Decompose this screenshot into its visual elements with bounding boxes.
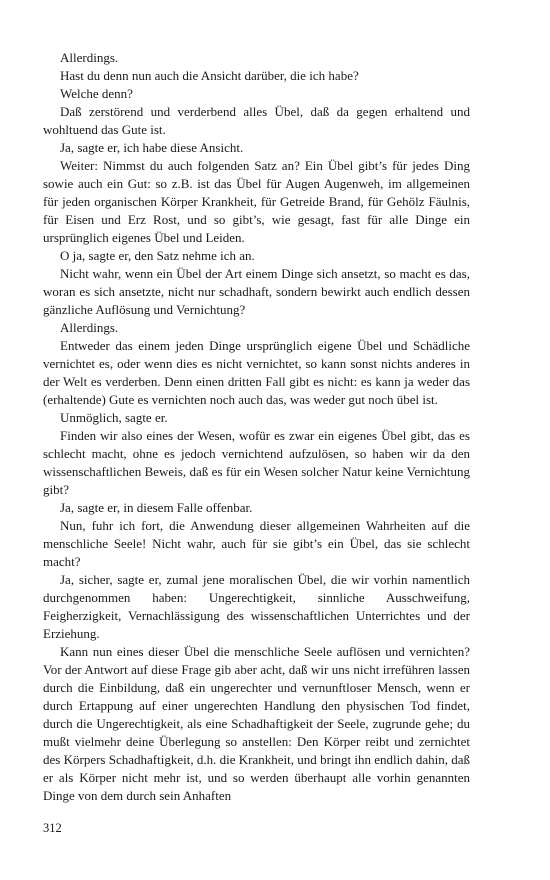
paragraph: Finden wir also eines der Wesen, wofür es zwar ein eigenes Übel gibt, das es schlecht macht, ohne es jedoch vernichtend aufzulösen, so haben wir da den wissenschaftlichen Beweis, daß es für ein Wesen solcher Natur keine Vernichtung gibt? [43,428,470,497]
paragraph: Welche denn? [60,86,133,101]
paragraph: Allerdings. [60,320,119,335]
paragraph: Ja, sagte er, ich habe diese Ansicht. [60,140,244,155]
paragraph: Ja, sagte er, in diesem Falle offenbar. [60,500,253,515]
body-text [43,49,470,805]
paragraph: Nun, fuhr ich fort, die Anwendung dieser allgemeinen Wahrheiten auf die menschliche Seele! Nicht wahr, auch für sie gibt’s ein Übel, das sie schlecht macht? [43,518,470,569]
page-number: 312 [43,821,62,835]
paragraph: Entweder das einem jeden Dinge ursprünglich eigene Übel und Schädliche vernichtet es, oder wenn dies es nicht vernichtet, so kann sonst nichts anderes in der Welt es verderben. Denn einen dritten Fall gibt es nicht: es kann ja weder das (erhaltende) Gute es vernichten noch auch das, was weder gut noch übel ist. [43,338,470,407]
paragraph: Allerdings. [60,50,119,65]
paragraph: Daß zerstörend und verderbend alles Übel, daß da gegen erhaltend und wohltuend das Gute ist. [43,104,470,137]
paragraph: Hast du denn nun auch die Ansicht darüber, die ich habe? [60,68,359,83]
paragraph: Unmöglich, sagte er. [60,410,168,425]
paragraph: Kann nun eines dieser Übel die menschliche Seele auflösen und vernichten? Vor der Antwort auf diese Frage gib aber acht, daß wir uns nicht irreführen lassen durch die Einbildung, daß ein ungerechter und vernunftloser Mensch, wenn er durch Ertappung auf einer ungerechten Handlung den physischen Tod findet, durch die Ungerechtigkeit, als eine Schadhaftigkeit der Seele, zugrunde gehe; du mußt vielmehr deine Überlegung so anstellen: Den Körper reibt und zernichtet des Körpers Schadhaftigkeit, d.h. die Krankheit, und bringt ihn endlich dahin, daß er als Körper nicht mehr ist, und so werden überhaupt alle vorhin genannten Dinge von dem durch sein Anhaften [43,644,470,803]
paragraph: Ja, sicher, sagte er, zumal jene moralischen Übel, die wir vorhin namentlich durchgenommen haben: Ungerechtigkeit, sinnliche Ausschweifung, Feigherzigkeit, Vernachlässigung des wissenschaftlichen Unterrichtes und der Erziehung. [43,572,470,641]
paragraph: Weiter: Nimmst du auch folgenden Satz an? Ein Übel gibt’s für jedes Ding sowie auch ein Gut: so z.B. ist das Übel für Augen Augenweh, im allgemeinen für jeden organischen Körper Krankheit, für Getreide Brand, für Gehölz Fäulnis, für Eisen und Erz Rost, und so gibt’s, wie gesagt, fast für alle Dinge ein ursprünglich eigenes Übel und Leiden. [43,158,470,245]
paragraph: Nicht wahr, wenn ein Übel der Art einem Dinge sich ansetzt, so macht es das, woran es sich ansetzte, nicht nur schadhaft, sondern bewirkt auch endlich dessen gänzliche Auflösung und Vernichtung? [43,266,470,317]
paragraph: O ja, sagte er, den Satz nehme ich an. [60,248,255,263]
